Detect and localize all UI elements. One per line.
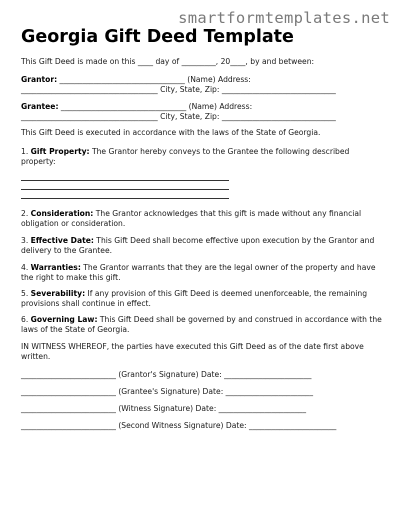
section-governing-law <box>21 315 383 334</box>
section-text: If any provision of this Gift Deed is deemed unenforceable, the remaining provisions shall continue in effect. <box>21 289 368 308</box>
property-blank-line-3[interactable] <box>21 198 229 199</box>
grantor-name-field[interactable]: _________________________________ (Name) Address: <box>57 75 251 84</box>
grantee-name-field[interactable]: _________________________________ (Name) Address: <box>58 102 253 111</box>
executed-statement: This Gift Deed is executed in accordance with the laws of the State of Georgia. <box>21 128 321 137</box>
watermark: smartformtemplates.net <box>178 9 390 27</box>
section-text: The Grantor acknowledges that this gift is made without any financial obligation or consideration. <box>21 209 362 228</box>
section-number: 4. <box>21 263 29 272</box>
intro-line[interactable]: This Gift Deed is made on this ____ day of _________, 20____, by and between: <box>21 57 315 66</box>
section-number: 6. <box>21 315 29 324</box>
section-number: 3. <box>21 236 29 245</box>
section-warranties <box>21 263 383 282</box>
section-text: The Grantor warrants that they are the legal owner of the property and have the right to make this gift. <box>21 263 376 282</box>
section-heading: Gift Property: <box>30 147 90 156</box>
property-blank-line-2[interactable] <box>21 189 229 190</box>
section-number: 1. <box>21 147 29 156</box>
page-title: Georgia Gift Deed Template <box>21 27 294 47</box>
section-heading: Severability: <box>30 289 86 298</box>
section-effective-date <box>21 236 383 255</box>
section-gift-property <box>21 147 383 166</box>
grantee-line-1[interactable] <box>21 102 252 112</box>
grantee-address-field[interactable]: ____________________________________ City, State, Zip: ______________________________ <box>21 112 336 121</box>
section-number: 5. <box>21 289 29 298</box>
grantee-label: Grantee: <box>21 102 59 111</box>
grantor-signature-line[interactable]: _________________________ (Grantor's Signature) Date: _______________________ <box>21 370 312 379</box>
section-number: 2. <box>21 209 29 218</box>
grantor-address-field[interactable]: ____________________________________ City, State, Zip: ______________________________ <box>21 85 336 94</box>
section-heading: Warranties: <box>30 263 81 272</box>
section-heading: Governing Law: <box>30 315 98 324</box>
section-text: This Gift Deed shall become effective upon execution by the Grantor and delivery to the Grantee. <box>21 236 375 255</box>
section-text: The Grantor hereby conveys to the Grantee the following described property: <box>21 147 350 166</box>
witness-signature-line[interactable]: _________________________ (Witness Signature) Date: _______________________ <box>21 404 306 413</box>
grantor-line-1[interactable] <box>21 75 251 85</box>
section-heading: Consideration: <box>30 209 94 218</box>
section-severability <box>21 289 383 308</box>
second-witness-signature-line[interactable]: _________________________ (Second Witness Signature) Date: _______________________ <box>21 421 337 430</box>
grantee-signature-line[interactable]: _________________________ (Grantee's Signature) Date: _______________________ <box>21 387 314 396</box>
property-blank-line-1[interactable] <box>21 180 229 181</box>
section-text: This Gift Deed shall be governed by and construed in accordance with the laws of the State of Georgia. <box>21 315 382 334</box>
section-heading: Effective Date: <box>30 236 94 245</box>
grantor-label: Grantor: <box>21 75 58 84</box>
witness-clause: IN WITNESS WHEREOF, the parties have executed this Gift Deed as of the date first above written. <box>21 342 364 361</box>
section-consideration <box>21 209 383 228</box>
